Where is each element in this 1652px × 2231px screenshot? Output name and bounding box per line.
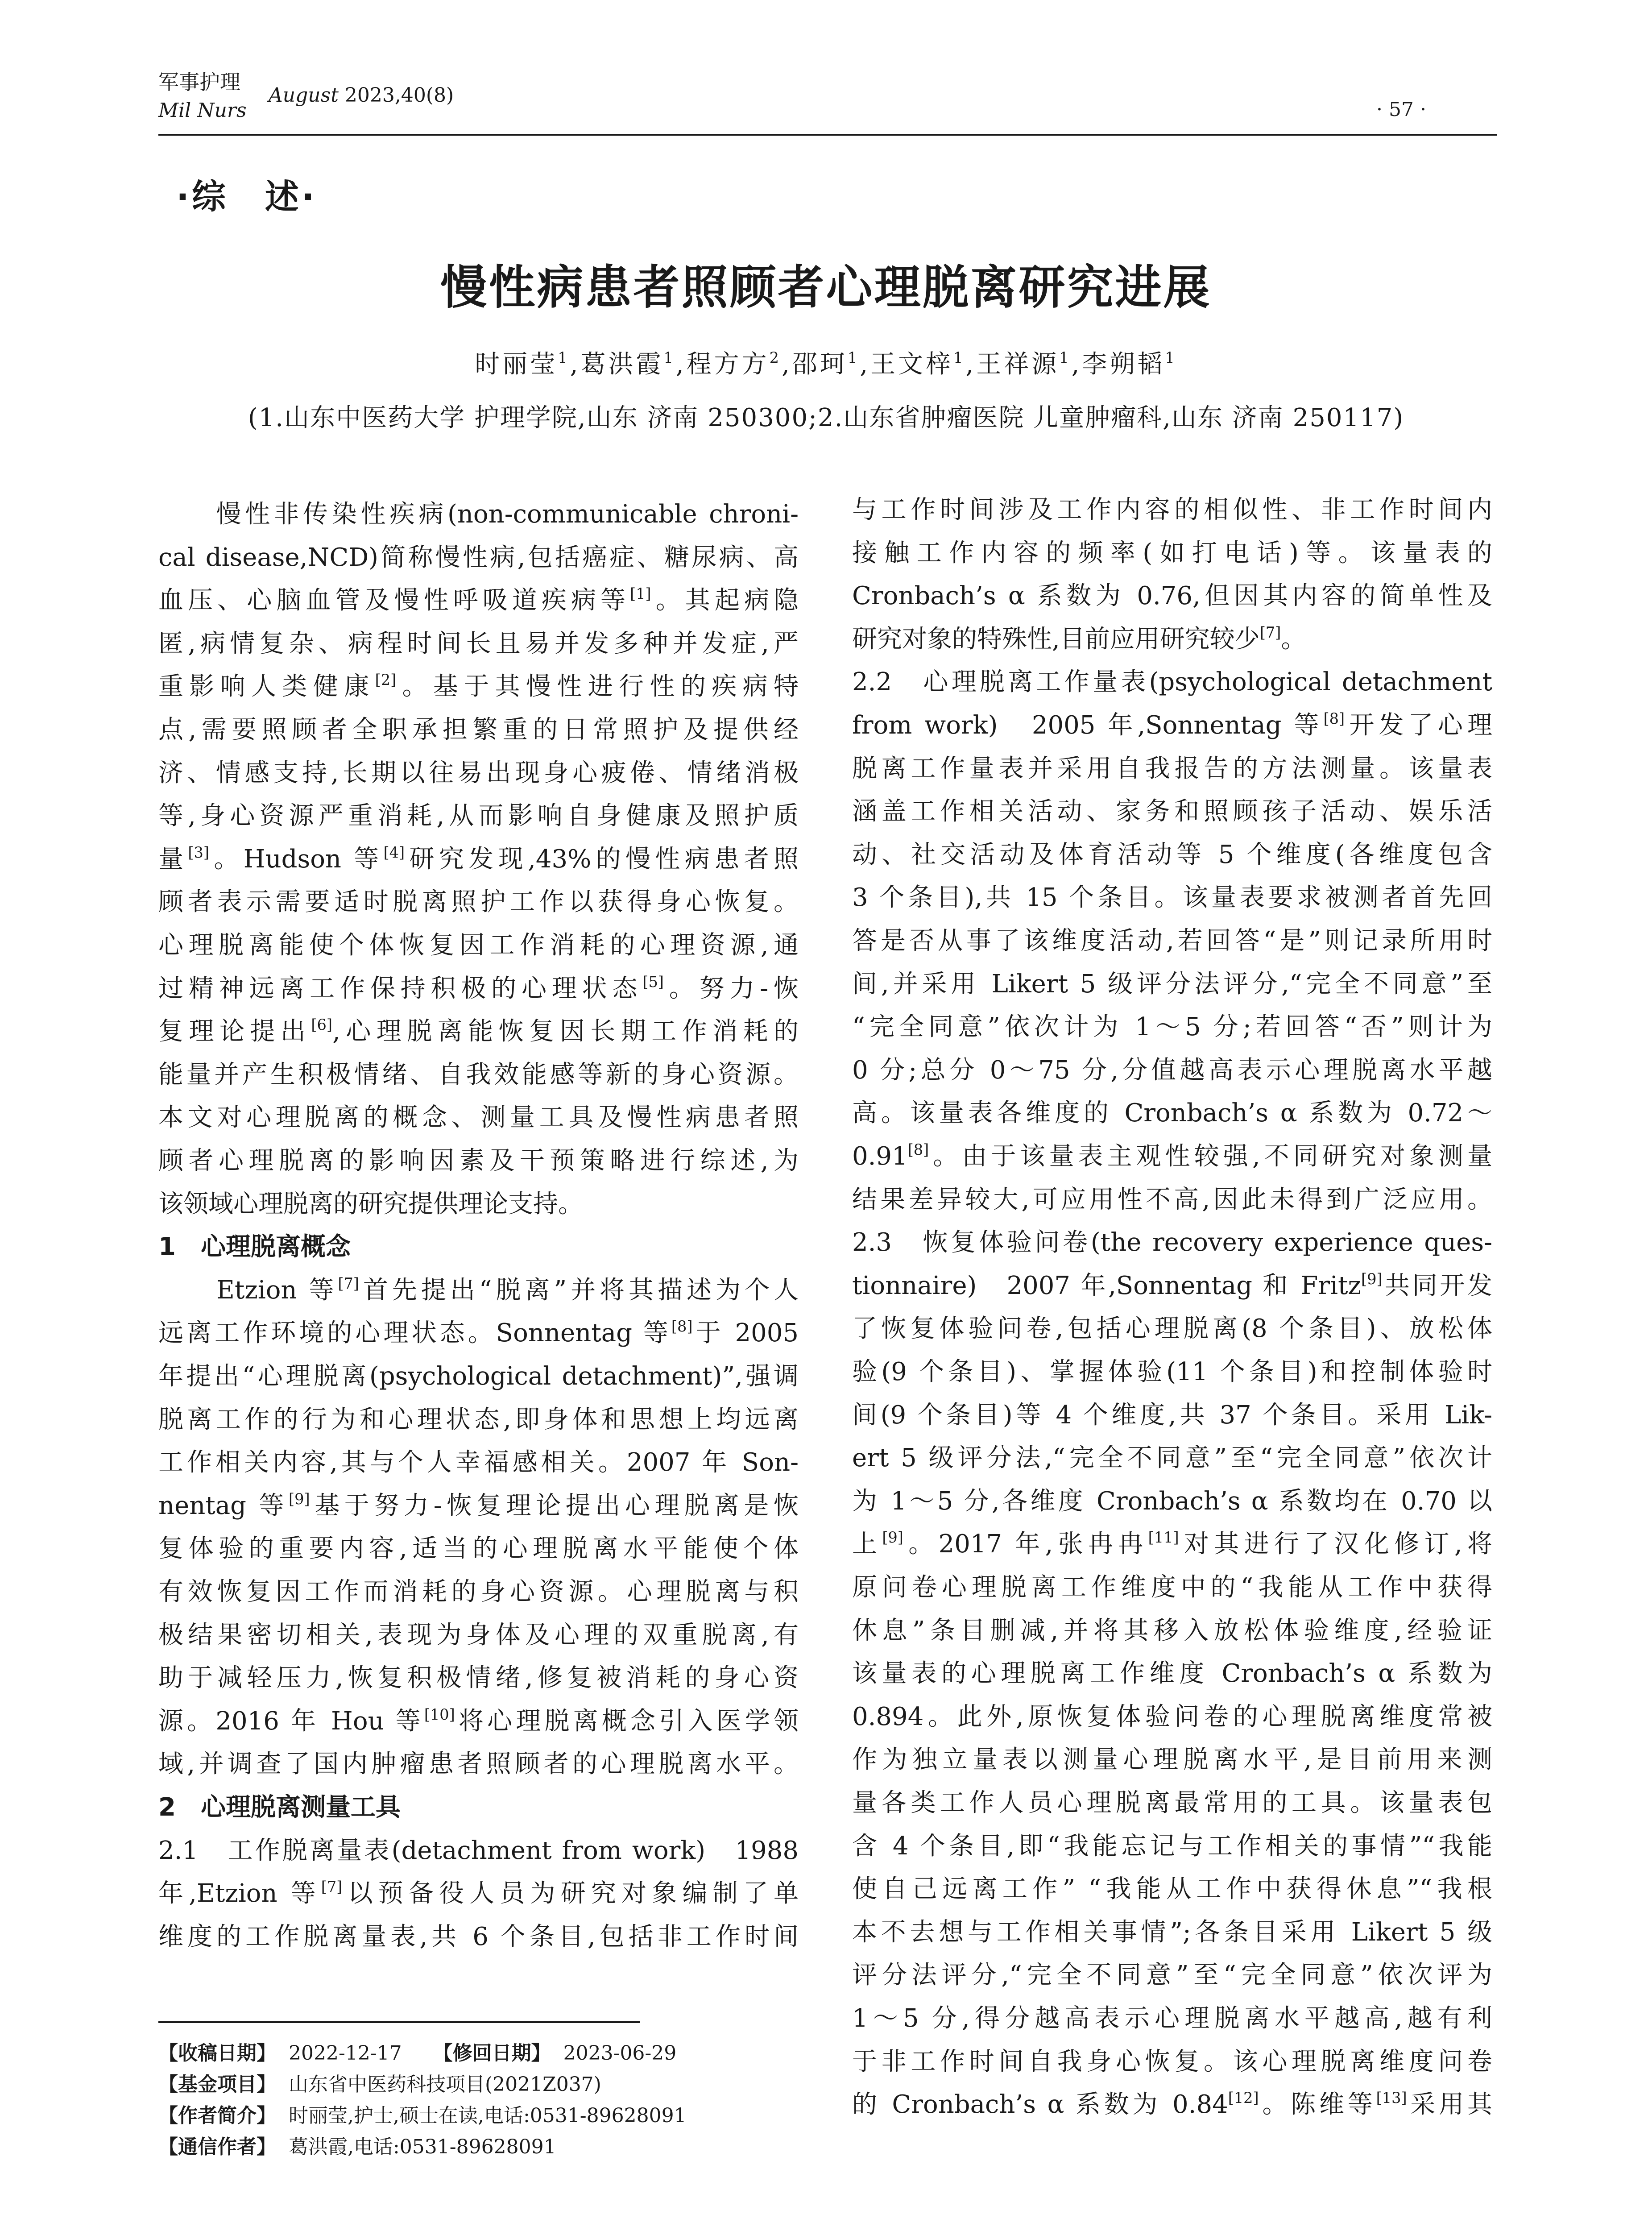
journal-title-cn: 军事护理 <box>158 70 240 94</box>
author-name: 王文梓 <box>870 350 953 379</box>
section-heading: 1 心理脱离概念 <box>158 1232 351 1262</box>
citation-ref: [2] <box>375 671 397 689</box>
body-line: 本不去想与工作相关事情”;各条目采用 Likert 5 级 <box>852 1917 1492 1947</box>
body-line: 年提出“心理脱离(psychological detachment)”,强调 <box>158 1362 799 1391</box>
fund-value: 山东省中医药科技项目(2021Z037) <box>288 2073 601 2096</box>
citation-ref: [4] <box>383 843 405 861</box>
body-line: 复体验的重要内容,适当的心理脱离水平能使个体 <box>158 1534 799 1563</box>
body-line: 1～5 分,得分越高表示心理脱离水平越高,越有利 <box>852 2004 1492 2033</box>
journal-title-en: Mil Nurs <box>158 99 247 122</box>
author-name: 时丽莹 <box>475 350 558 379</box>
body-line: cal disease,NCD)简称慢性病,包括癌症、糖尿病、高 <box>158 543 799 572</box>
body-line: 原问卷心理脱离工作维度中的“我能从工作中获得 <box>852 1573 1492 1602</box>
body-line: 顾者表示需要适时脱离照护工作以获得身心恢复。 <box>158 887 799 917</box>
citation-ref: [8] <box>671 1318 693 1335</box>
footnote-dates <box>158 2040 676 2067</box>
author-name: 程方方 <box>686 350 770 379</box>
citation-ref: [3] <box>188 843 209 861</box>
body-line: Etzion 等[7]首先提出“脱离”并将其描述为个人 <box>158 1274 799 1305</box>
citation-ref: [8] <box>1323 710 1345 728</box>
body-line: 作为独立量表以测量心理脱离水平,是目前用来测 <box>852 1745 1492 1775</box>
body-line: 休息”条目删减,并将其移入放松体验维度,经验证 <box>852 1616 1492 1645</box>
received-label: 【收稿日期】 <box>158 2042 276 2065</box>
body-line: 能量并产生积极情绪、自我效能感等新的身心资源。 <box>158 1060 799 1089</box>
citation-ref: [12] <box>1228 2089 1259 2107</box>
citation-ref: [11] <box>1148 1529 1179 1547</box>
fund-label: 【基金项目】 <box>158 2073 276 2096</box>
body-line: tionnaire) 2007 年,Sonnentag 和 Fritz[9]共同开发 <box>852 1270 1493 1300</box>
citation-ref: [9] <box>1361 1270 1383 1288</box>
body-line: 心理脱离能使个体恢复因工作消耗的心理资源,通 <box>158 931 799 960</box>
citation-ref: [7] <box>321 1878 343 1896</box>
body-line: 为 1～5 分,各维度 Cronbach’s α 系数均在 0.70 以 <box>852 1486 1492 1516</box>
correspondence-label: 【通信作者】 <box>158 2136 276 2158</box>
section-label: ·综 述· <box>176 177 317 216</box>
citation-ref: [7] <box>338 1274 359 1292</box>
issue-volume: 2023,40(8) <box>344 84 454 107</box>
body-line: 本文对心理脱离的概念、测量工具及慢性病患者照 <box>158 1103 799 1132</box>
author-name: 葛洪霞 <box>580 350 664 379</box>
body-line: “完全同意”依次计为 1～5 分;若回答“否”则计为 <box>852 1012 1492 1042</box>
body-line: 0 分;总分 0～75 分,分值越高表示心理脱离水平越 <box>852 1055 1492 1085</box>
body-line: 血压、心脑血管及慢性呼吸道疾病等[1]。其起病隐 <box>158 585 799 615</box>
body-line: 含 4 个条目,即“我能忘记与工作相关的事情”“我能 <box>852 1831 1492 1861</box>
body-line: 助于减轻压力,恢复积极情绪,修复被消耗的身心资 <box>158 1663 799 1693</box>
body-line: 验(9 个条目)、掌握体验(11 个条目)和控制体验时 <box>852 1357 1492 1386</box>
body-line: 源。2016 年 Hou 等[10]将心理脱离概念引入医学领 <box>158 1705 799 1736</box>
body-line: 年,Etzion 等[7]以预备役人员为研究对象编制了单 <box>158 1878 799 1908</box>
author-affiliation-mark: 1 <box>1059 349 1072 367</box>
citation-ref: [9] <box>289 1490 310 1508</box>
body-line: 域,并调查了国内肿瘤患者照顾者的心理脱离水平。 <box>158 1750 799 1779</box>
author-name: 李朔韬 <box>1082 350 1165 379</box>
body-line: 0.91[8]。由于该量表主观性较强,不同研究对象测量 <box>852 1141 1492 1171</box>
body-line: 与工作时间涉及工作内容的相似性、非工作时间内 <box>852 495 1492 524</box>
body-line: Cronbach’s α 系数为 0.76,但因其内容的简单性及 <box>852 581 1492 611</box>
article-title: 慢性病患者照顾者心理脱离研究进展 <box>440 260 1212 315</box>
body-line: 远离工作环境的心理状态。Sonnentag 等[8]于 2005 <box>158 1318 799 1348</box>
body-line: 使自己远离工作” “我能从工作中获得休息”“我根 <box>852 1874 1492 1904</box>
body-line: 维度的工作脱离量表,共 6 个条目,包括非工作时间 <box>158 1922 799 1951</box>
body-line: 重影响人类健康[2]。基于其慢性进行性的疾病特 <box>158 671 799 701</box>
body-line: 慢性非传染性疾病(non-communicable chroni- <box>158 500 799 529</box>
body-line: 工作相关内容,其与个人幸福感相关。2007 年 Son- <box>158 1448 799 1477</box>
body-line: 间,并采用 Likert 5 级评分法评分,“完全不同意”至 <box>852 969 1492 999</box>
body-line: 2.3 恢复体验问卷(the recovery experience ques- <box>852 1228 1492 1257</box>
body-line: 量各类工作人员心理脱离最常用的工具。该量表包 <box>852 1788 1492 1817</box>
citation-ref: [7] <box>1259 623 1281 641</box>
body-line: nentag 等[9]基于努力-恢复理论提出心理脱离是恢 <box>158 1490 799 1520</box>
affiliation: (1.山东中医药大学 护理学院,山东 济南 250300;2.山东省肿瘤医院 儿童肿瘤科,山东 济南 250117) <box>248 403 1404 432</box>
body-line: 该领域心理脱离的研究提供理论支持。 <box>158 1189 583 1219</box>
body-line: 高。该量表各维度的 Cronbach’s α 系数为 0.72～ <box>852 1099 1492 1128</box>
body-line: 顾者心理脱离的影响因素及干预策略进行综述,为 <box>158 1146 799 1175</box>
body-line: 涵盖工作相关活动、家务和照顾孩子活动、娱乐活 <box>852 797 1492 826</box>
author-list: 时丽莹$^1$,葛洪霞$^1$,程方方$^2$,邵珂$^1$,王文梓$^1$,王祥源$^1$,李朔韬$^1$ <box>475 349 1177 379</box>
footnote-correspondence <box>158 2134 556 2161</box>
header-rule <box>158 134 1497 136</box>
author-affiliation-mark: 1 <box>1165 349 1177 367</box>
section-heading: 2 心理脱离测量工具 <box>158 1793 401 1822</box>
issue-date <box>269 84 454 107</box>
citation-ref: [10] <box>424 1705 455 1723</box>
body-line: 间(9 个条目)等 4 个维度,共 37 个条目。采用 Lik- <box>852 1400 1492 1430</box>
author-name: 王祥源 <box>976 350 1060 379</box>
body-line: 匿,病情复杂、病程时间长且易并发多种并发症,严 <box>158 629 799 658</box>
revised-label: 【修回日期】 <box>433 2042 551 2065</box>
issue-month: August <box>269 84 339 107</box>
author-info-value: 时丽莹,护士,硕士在读,电话:0531-89628091 <box>288 2104 687 2127</box>
body-line: 济、情感支持,长期以往易出现身心疲倦、情绪消极 <box>158 758 799 788</box>
body-line: 研究对象的特殊性,目前应用研究较少[7]。 <box>852 623 1306 654</box>
body-line: 0.894。此外,原恢复体验问卷的心理脱离维度常被 <box>852 1702 1492 1731</box>
body-line: 3 个条目),共 15 个条目。该量表要求被测者首先回 <box>852 883 1492 912</box>
body-line: 2.2 心理脱离工作量表(psychological detachment <box>852 668 1492 697</box>
citation-ref: [8] <box>907 1141 929 1159</box>
body-line: 该量表的心理脱离工作维度 Cronbach’s α 系数为 <box>852 1659 1492 1688</box>
body-line: 评分法评分,“完全不同意”至“完全同意”依次评为 <box>852 1961 1492 1990</box>
citation-ref: [1] <box>630 585 651 603</box>
author-affiliation-mark: 2 <box>769 349 782 367</box>
received-date: 2022-12-17 <box>288 2042 402 2065</box>
body-line: 于非工作时间自我身心恢复。该心理脱离维度问卷 <box>852 2047 1492 2076</box>
body-line: 了恢复体验问卷,包括心理脱离(8 个条目)、放松体 <box>852 1314 1492 1344</box>
author-info-label: 【作者简介】 <box>158 2104 276 2127</box>
revised-date: 2023-06-29 <box>563 2042 677 2065</box>
body-line: 上[9]。2017 年,张冉冉[11]对其进行了汉化修订,将 <box>852 1529 1492 1559</box>
body-line: 脱离工作的行为和心理状态,即身体和思想上均远离 <box>158 1405 799 1434</box>
body-line: 答是否从事了该维度活动,若回答“是”则记录所用时 <box>852 926 1492 955</box>
body-line: 过精神远离工作保持积极的心理状态[5]。努力-恢 <box>158 973 799 1003</box>
body-line: 等,身心资源严重消耗,从而影响自身健康及照护质 <box>158 801 799 831</box>
correspondence-value: 葛洪霞,电话:0531-89628091 <box>288 2136 556 2158</box>
author-affiliation-mark: 1 <box>847 349 860 367</box>
author-affiliation-mark: 1 <box>953 349 966 367</box>
author-affiliation-mark: 1 <box>663 349 676 367</box>
body-line: 有效恢复因工作而消耗的身心资源。心理脱离与积 <box>158 1577 799 1606</box>
body-line: 结果差异较大,可应用性不高,因此未得到广泛应用。 <box>852 1185 1492 1214</box>
body-line: from work) 2005 年,Sonnentag 等[8]开发了心理 <box>852 710 1493 740</box>
footnote-author <box>158 2102 687 2129</box>
citation-ref: [6] <box>311 1016 332 1034</box>
page-number: · 57 · <box>1376 98 1426 121</box>
body-line: 接触工作内容的频率(如打电话)等。该量表的 <box>852 538 1492 568</box>
footnote-rule <box>158 2021 640 2023</box>
citation-ref: [13] <box>1376 2089 1407 2107</box>
body-line: ert 5 级评分法,“完全不同意”至“完全同意”依次计 <box>852 1443 1492 1473</box>
body-line: 2.1 工作脱离量表(detachment from work) 1988 <box>158 1836 799 1865</box>
body-line: 动、社交活动及体育活动等 5 个维度(各维度包含 <box>852 840 1492 869</box>
body-line: 复理论提出[6],心理脱离能恢复因长期工作消耗的 <box>158 1016 799 1046</box>
citation-ref: [9] <box>882 1529 903 1547</box>
body-line: 点,需要照顾者全职承担繁重的日常照护及提供经 <box>158 715 799 744</box>
citation-ref: [5] <box>642 973 664 991</box>
body-line: 极结果密切相关,表现为身体及心理的双重脱离,有 <box>158 1620 799 1650</box>
footnote-fund <box>158 2071 601 2098</box>
author-name: 邵珂 <box>792 350 848 379</box>
body-line: 量[3]。Hudson 等[4]研究发现,43%的慢性病患者照 <box>158 843 799 874</box>
body-line: 的 Cronbach’s α 系数为 0.84[12]。陈维等[13]采用其 <box>852 2089 1493 2119</box>
body-line: 脱离工作量表并采用自我报告的方法测量。该量表 <box>852 754 1492 783</box>
author-affiliation-mark: 1 <box>558 349 570 367</box>
